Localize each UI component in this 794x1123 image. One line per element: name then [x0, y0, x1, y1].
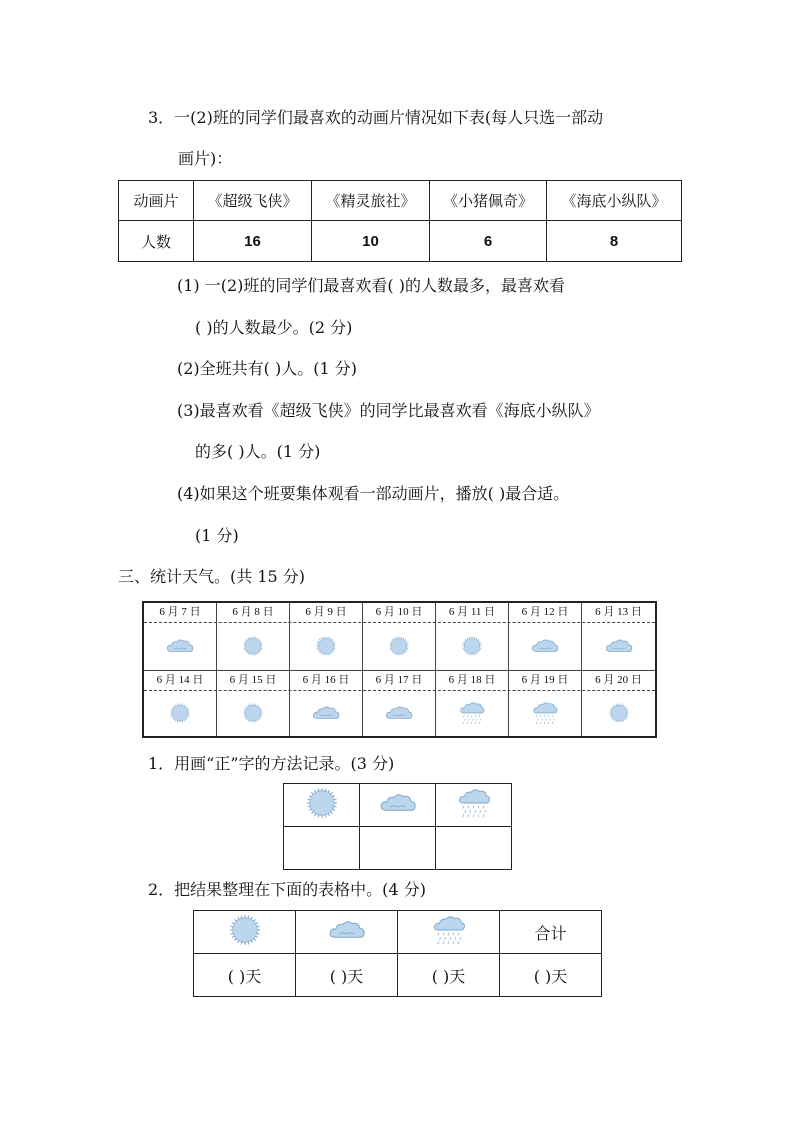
cloud-icon — [384, 704, 414, 722]
weather-icon-row-week2 — [144, 690, 655, 736]
sun-icon — [242, 635, 264, 657]
sun-icon — [388, 635, 410, 657]
weather-date: 6 月 8 日 — [217, 603, 290, 622]
weather-cell — [436, 690, 509, 736]
tally-rainy-cell — [436, 784, 512, 827]
tally-blank-cell[interactable] — [284, 827, 360, 870]
q3-sub4-line2: (1 分) — [195, 526, 239, 545]
rain-cloud-icon — [458, 699, 486, 727]
sun-icon — [228, 913, 262, 947]
cartoon-table-count: 16 — [194, 221, 312, 262]
rain-cloud-icon — [431, 912, 467, 948]
weather-icon-row-week1 — [144, 622, 655, 671]
tally-blank-cell[interactable] — [360, 827, 436, 870]
tally-table-icon-row — [284, 784, 512, 827]
result-sunny-header — [194, 911, 296, 954]
sun-icon — [608, 702, 630, 724]
weather-date: 6 月 17 日 — [363, 671, 436, 690]
tally-cloudy-cell — [360, 784, 436, 827]
sun-icon — [169, 702, 191, 724]
result-table — [193, 910, 602, 997]
result-answer-cell[interactable]: ( )天 — [398, 954, 500, 997]
q3-sub4-line1: (4)如果这个班要集体观看一部动画片，播放( )最合适。 — [177, 484, 570, 503]
weather-cell — [436, 622, 509, 670]
weather-date: 6 月 7 日 — [144, 603, 217, 622]
result-table-answer-row — [194, 954, 602, 997]
weather-date: 6 月 12 日 — [509, 603, 582, 622]
section3-q2: 2．把结果整理在下面的表格中。(4 分) — [148, 880, 426, 899]
cartoon-table-count: 8 — [547, 221, 682, 262]
weather-date: 6 月 16 日 — [290, 671, 363, 690]
weather-date-row-week2 — [144, 671, 655, 691]
cartoon-table-count-row — [119, 221, 682, 262]
rain-cloud-icon — [531, 699, 559, 727]
weather-date: 6 月 10 日 — [363, 603, 436, 622]
weather-date: 6 月 9 日 — [290, 603, 363, 622]
weather-date: 6 月 14 日 — [144, 671, 217, 690]
cloud-icon — [165, 637, 195, 655]
cartoon-table — [118, 180, 682, 262]
cloud-icon — [311, 704, 341, 722]
weather-date: 6 月 15 日 — [217, 671, 290, 690]
cartoon-table-header-cell: 《小猪佩奇》 — [430, 181, 547, 221]
cartoon-table-count: 6 — [430, 221, 547, 262]
result-table-header-row — [194, 911, 602, 954]
weather-date: 6 月 20 日 — [595, 674, 642, 686]
weather-date: 6 月 19 日 — [509, 671, 582, 690]
weather-grid — [142, 601, 657, 738]
weather-date: 6 月 13 日 — [595, 606, 642, 618]
cartoon-table-header-row — [119, 181, 682, 221]
q3-sub3-line2: 的多( )人。(1 分) — [195, 442, 321, 461]
weather-date: 6 月 11 日 — [436, 603, 509, 622]
weather-cell — [144, 690, 217, 736]
sun-icon — [242, 702, 264, 724]
section3-q1: 1．用画“正”字的方法记录。(3 分) — [148, 754, 395, 773]
weather-cell — [290, 622, 363, 670]
weather-cell — [363, 622, 436, 670]
rain-cloud-icon — [456, 785, 492, 821]
weather-cell — [363, 690, 436, 736]
weather-cell — [582, 690, 655, 736]
sun-icon — [461, 635, 483, 657]
q3-sub1-line1: (1) 一(2)班的同学们最喜欢看( )的人数最多，最喜欢看 — [177, 276, 565, 295]
cloud-icon — [604, 637, 634, 655]
q3-line1: 3．一(2)班的同学们最喜欢的动画片情况如下表(每人只选一部动 — [148, 108, 604, 127]
weather-cell — [509, 690, 582, 736]
tally-sunny-cell — [284, 784, 360, 827]
q3-sub1-line2: ( )的人数最少。(2 分) — [195, 318, 353, 337]
tally-table-blank-row — [284, 827, 512, 870]
tally-table — [283, 783, 512, 870]
weather-date: 6 月 18 日 — [436, 671, 509, 690]
weather-cell — [509, 622, 582, 670]
sun-icon — [315, 635, 337, 657]
result-rainy-header — [398, 911, 500, 954]
weather-cell — [290, 690, 363, 736]
result-cloudy-header — [296, 911, 398, 954]
weather-cell — [144, 622, 217, 670]
cartoon-table-count: 10 — [312, 221, 430, 262]
cartoon-table-row-label: 人数 — [119, 221, 194, 262]
cartoon-table-header-cell: 动画片 — [119, 181, 194, 221]
result-answer-cell[interactable]: ( )天 — [194, 954, 296, 997]
cartoon-table-header-cell: 《精灵旅社》 — [312, 181, 430, 221]
q3-sub2: (2)全班共有( )人。(1 分) — [177, 359, 357, 378]
cloud-icon — [378, 791, 418, 815]
weather-cell — [582, 622, 655, 670]
cartoon-table-header-cell: 《超级飞侠》 — [194, 181, 312, 221]
result-answer-cell[interactable]: ( )天 — [500, 954, 602, 997]
q3-line2: 画片)： — [178, 149, 233, 168]
tally-blank-cell[interactable] — [436, 827, 512, 870]
section3-title: 三、统计天气。(共 15 分) — [118, 567, 306, 586]
q3-sub3-line1: (3)最喜欢看《超级飞侠》的同学比最喜欢看《海底小纵队》 — [177, 401, 600, 420]
weather-cell — [217, 690, 290, 736]
cloud-icon — [530, 637, 560, 655]
cloud-icon — [327, 918, 367, 942]
weather-cell — [217, 622, 290, 670]
weather-date-row-week1 — [144, 603, 655, 623]
cartoon-table-header-cell: 《海底小纵队》 — [547, 181, 682, 221]
sun-icon — [305, 786, 339, 820]
result-answer-cell[interactable]: ( )天 — [296, 954, 398, 997]
result-total-header: 合计 — [500, 911, 602, 954]
